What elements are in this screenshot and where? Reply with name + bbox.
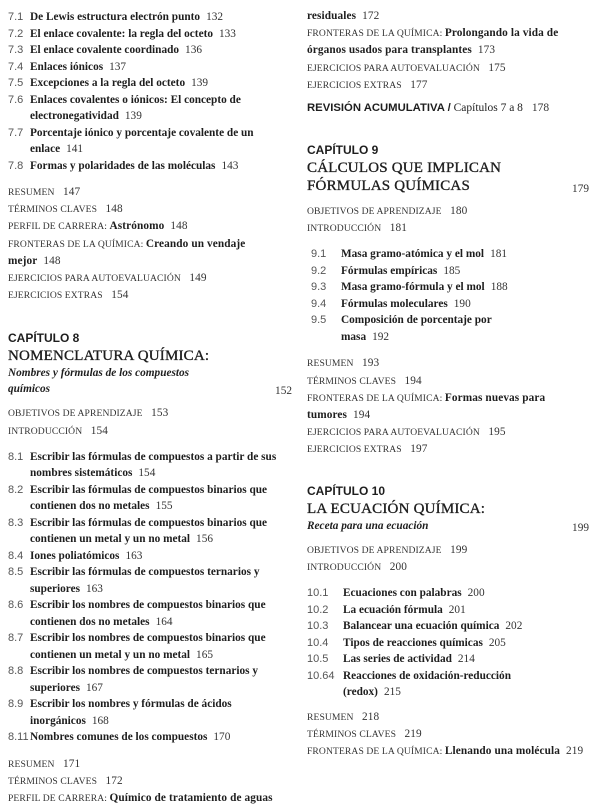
- section-title-text: Balancear una ecuación química: [343, 620, 500, 633]
- section-title: [343, 585, 485, 602]
- toc-section-entry[interactable]: [8, 663, 282, 696]
- matter-label: FRONTERAS DE LA QUÍMICA:: [307, 745, 443, 757]
- ch7-end-matter: [8, 184, 270, 304]
- toc-section-entry[interactable]: [8, 630, 282, 663]
- matter-label: RESUMEN: [8, 187, 55, 198]
- section-title: [343, 651, 475, 668]
- matter-page: 193: [362, 357, 380, 370]
- toc-matter-entry[interactable]: [8, 287, 270, 304]
- toc-matter-entry[interactable]: [307, 77, 577, 94]
- matter-page: 219: [565, 744, 584, 757]
- section-page: 185: [443, 264, 461, 277]
- section-page: 170: [213, 731, 231, 744]
- section-title: [30, 597, 282, 630]
- review-page: 178: [531, 102, 550, 115]
- matter-label: RESUMEN: [307, 711, 354, 723]
- section-number: 7.2: [8, 27, 24, 40]
- matter-page: 195: [488, 426, 506, 439]
- matter-label: INTRODUCCIÓN: [307, 223, 382, 235]
- section-page: 188: [490, 281, 508, 294]
- toc-matter-entry[interactable]: [307, 390, 547, 424]
- matter-title: Formas nuevas para tumores: [307, 391, 546, 422]
- matter-page: 175: [488, 61, 506, 74]
- section-number: 9.3: [311, 281, 327, 294]
- toc-section-entry[interactable]: [8, 59, 280, 76]
- section-number: 9.1: [311, 248, 327, 261]
- ch8-end-matter-continued: [307, 8, 577, 94]
- section-number: 8.8: [8, 665, 24, 678]
- toc-section-entry[interactable]: [8, 564, 282, 597]
- section-title-text: Escribir los nombres de compuestos binarios que contienen un metal y un no metal: [30, 632, 266, 661]
- matter-title: Prolongando la vida de órganos usados para transplantes: [307, 27, 559, 57]
- section-number: 7.6: [8, 93, 24, 106]
- section-title-text: Fórmulas moleculares: [341, 297, 448, 310]
- section-page: 205: [488, 636, 506, 649]
- section-page: 181: [490, 248, 508, 261]
- section-page: 215: [383, 686, 401, 699]
- section-title: [30, 59, 126, 76]
- review-text: Capítulos 7 a 8: [453, 102, 523, 115]
- review-label: REVISIÓN ACUMULATIVA /: [307, 102, 451, 115]
- ch10-sections: [307, 585, 547, 701]
- matter-page: 173: [477, 44, 496, 57]
- section-number: 10.4: [307, 636, 329, 649]
- toc-section-entry[interactable]: [8, 548, 282, 565]
- toc-section-entry[interactable]: [8, 449, 282, 482]
- chapter-10-heading[interactable]: [307, 483, 589, 534]
- section-title: [30, 515, 282, 548]
- toc-matter-entry[interactable]: [307, 542, 589, 559]
- ch8-end-matter: [8, 756, 292, 807]
- section-title-text: Escribir las fórmulas de compuestos binarios que contienen dos no metales: [30, 483, 268, 513]
- toc-section-entry[interactable]: [307, 618, 547, 635]
- section-number: 8.1: [8, 450, 24, 463]
- matter-label: FRONTERAS DE LA QUÍMICA:: [307, 392, 443, 404]
- toc-section-entry[interactable]: [311, 263, 521, 280]
- section-page: 167: [86, 681, 103, 694]
- section-number: 9.2: [311, 264, 327, 277]
- section-page: 164: [155, 615, 173, 628]
- toc-section-entry[interactable]: [307, 585, 547, 602]
- matter-label: FRONTERAS DE LA QUÍMICA:: [8, 238, 144, 250]
- section-title: [30, 75, 208, 92]
- section-title-text: Fórmulas empíricas: [341, 264, 438, 277]
- matter-label: EJERCICIOS PARA AUTOEVALUACIÓN: [307, 62, 480, 74]
- section-title-text: Escribir los nombres de compuestos binarios que contienen dos no metales: [30, 599, 266, 628]
- toc-matter-entry[interactable]: [307, 743, 589, 760]
- toc-matter-entry[interactable]: [307, 424, 547, 441]
- section-title-text: Ecuaciones con palabras: [343, 587, 462, 600]
- section-number: 10.2: [307, 603, 329, 616]
- toc-section-entry[interactable]: [311, 279, 521, 296]
- chapter-title: NOMENCLATURA QUÍMICA:: [8, 348, 210, 365]
- toc-section-entry[interactable]: [8, 158, 280, 175]
- matter-label: EJERCICIOS PARA AUTOEVALUACIÓN: [8, 273, 181, 285]
- matter-label: OBJETIVOS DE APRENDIZAJE: [307, 206, 442, 218]
- section-title-text: Masa gramo-atómica y el mol: [341, 248, 485, 261]
- matter-label: EJERCICIOS EXTRAS: [307, 444, 402, 456]
- matter-page: 148: [43, 254, 61, 267]
- toc-matter-entry[interactable]: [8, 218, 270, 235]
- toc-matter-entry[interactable]: [307, 559, 589, 576]
- section-title: [30, 26, 236, 43]
- section-number: 8.11: [8, 731, 29, 744]
- ch10-front-matter: [307, 542, 589, 576]
- matter-page: 218: [362, 710, 380, 723]
- chapter-9-heading[interactable]: [307, 142, 589, 195]
- chapter-title: LA ECUACIÓN QUÍMICA:: [307, 500, 486, 517]
- matter-page: 219: [404, 727, 422, 740]
- section-title-text: Escribir los nombres y fórmulas de ácidos inorgánicos: [30, 698, 232, 727]
- section-number: 7.1: [8, 11, 24, 23]
- section-page: 168: [91, 714, 109, 727]
- matter-page: 199: [450, 543, 468, 556]
- section-page: 200: [467, 587, 485, 600]
- toc-section-entry[interactable]: [307, 651, 547, 668]
- section-number: 10.5: [307, 653, 329, 666]
- section-title: [341, 279, 508, 296]
- chapter-page: 199: [572, 521, 589, 534]
- section-page: 202: [505, 620, 523, 633]
- section-title-text: Tipos de reacciones químicas: [343, 636, 483, 649]
- section-title: [341, 296, 471, 313]
- section-title: [30, 630, 282, 663]
- toc-right-column: [307, 0, 589, 760]
- section-title-text: Reacciones de oxidación-reducción (redox): [343, 669, 511, 699]
- section-title: [30, 729, 230, 746]
- toc-section-entry[interactable]: [307, 602, 547, 619]
- section-title: [30, 42, 202, 59]
- toc-matter-entry[interactable]: [307, 220, 589, 237]
- chapter-label: CAPÍTULO 8: [8, 331, 80, 346]
- section-number: 7.7: [8, 126, 24, 139]
- section-page: 163: [86, 582, 103, 595]
- toc-matter-entry[interactable]: [307, 709, 589, 726]
- matter-title: Llenando una molécula: [444, 744, 560, 757]
- ch9-end-matter: [307, 355, 547, 458]
- section-number: 9.4: [311, 297, 327, 310]
- matter-page: 172: [105, 775, 123, 788]
- matter-page: 153: [151, 407, 169, 420]
- matter-label: INTRODUCCIÓN: [307, 561, 382, 573]
- matter-label: TÉRMINOS CLAVES: [307, 375, 397, 387]
- section-number: 8.9: [8, 698, 24, 711]
- matter-title: Astrónomo: [109, 220, 165, 233]
- ch10-end-matter: [307, 709, 589, 761]
- chapter-page: 179: [572, 183, 589, 196]
- matter-label: OBJETIVOS DE APRENDIZAJE: [307, 544, 442, 556]
- section-title: [30, 482, 282, 515]
- chapter-title: CÁLCULOS QUE IMPLICAN FÓRMULAS QUÍMICAS: [307, 160, 502, 195]
- matter-page: 200: [389, 560, 407, 573]
- section-page: 154: [138, 467, 156, 480]
- section-title: [30, 548, 142, 565]
- section-title: [343, 635, 506, 652]
- section-title-text: Escribir las fórmulas de compuestos a partir de sus nombres sistemáticos: [30, 450, 277, 480]
- matter-page: 147: [63, 186, 81, 198]
- matter-label: EJERCICIOS PARA AUTOEVALUACIÓN: [307, 427, 480, 439]
- section-title: [30, 449, 282, 482]
- toc-matter-entry[interactable]: [8, 236, 270, 270]
- section-title: [30, 663, 282, 696]
- section-number: 8.6: [8, 599, 24, 612]
- section-page: 214: [457, 653, 475, 666]
- toc-matter-entry[interactable]: [8, 184, 270, 201]
- matter-page: 154: [90, 424, 108, 437]
- section-title: [343, 618, 522, 635]
- toc-matter-entry[interactable]: [8, 201, 270, 218]
- section-title: [30, 564, 282, 597]
- toc-section-entry[interactable]: [307, 635, 547, 652]
- matter-page: 180: [450, 205, 468, 218]
- section-page: 136: [185, 44, 202, 56]
- section-title-text: El enlace covalente: la regla del octeto: [30, 27, 213, 40]
- section-title: [30, 696, 282, 729]
- matter-title: Químico de tratamiento de aguas: [109, 792, 273, 805]
- matter-page: 181: [389, 222, 407, 235]
- section-page: 156: [196, 533, 213, 546]
- toc-matter-entry[interactable]: [8, 405, 292, 422]
- section-page: 139: [124, 110, 142, 122]
- matter-label: INTRODUCCIÓN: [8, 425, 83, 437]
- toc-matter-entry[interactable]: [307, 726, 589, 743]
- toc-section-entry[interactable]: [8, 125, 280, 158]
- ch8-front-matter: [8, 405, 292, 439]
- ch9-front-matter: [307, 203, 589, 237]
- chapter-label: CAPÍTULO 9: [307, 143, 379, 158]
- section-number: 8.7: [8, 632, 24, 645]
- toc-matter-entry[interactable]: [307, 441, 547, 458]
- section-page: 137: [109, 60, 127, 73]
- toc-section-entry[interactable]: [311, 296, 521, 313]
- toc-section-entry[interactable]: [8, 597, 282, 630]
- section-title-text: De Lewis estructura electrón punto: [30, 11, 201, 23]
- toc-matter-entry[interactable]: [307, 373, 547, 390]
- section-title-text: Enlaces iónicos: [30, 60, 104, 73]
- matter-label: FRONTERAS DE LA QUÍMICA:: [307, 28, 443, 40]
- section-page: 139: [191, 77, 209, 89]
- section-title-text: La ecuación fórmula: [343, 603, 443, 616]
- section-page: 133: [219, 27, 236, 40]
- section-title: [343, 668, 547, 701]
- toc-section-entry[interactable]: [8, 92, 280, 125]
- matter-label: RESUMEN: [8, 758, 55, 770]
- toc-matter-entry[interactable]: [8, 773, 292, 790]
- toc-section-entry[interactable]: [8, 42, 280, 59]
- toc-section-entry[interactable]: [307, 668, 547, 701]
- section-page: 201: [448, 603, 466, 616]
- ch7-sections: [8, 9, 280, 174]
- section-title: [341, 312, 521, 345]
- toc-section-entry[interactable]: [8, 729, 282, 746]
- matter-page: 149: [189, 272, 207, 285]
- section-title-text: Masa gramo-fórmula y el mol: [341, 281, 485, 294]
- section-title: [341, 246, 507, 263]
- section-number: 8.3: [8, 516, 24, 529]
- toc-matter-entry[interactable]: [8, 790, 292, 807]
- matter-label: RESUMEN: [307, 358, 354, 370]
- section-page: 190: [453, 297, 471, 310]
- section-title: [30, 9, 223, 26]
- toc-section-entry[interactable]: [311, 246, 521, 263]
- section-number: 9.5: [311, 314, 327, 327]
- section-number: 10.64: [307, 669, 335, 682]
- section-title: [30, 92, 280, 125]
- matter-page: 148: [105, 203, 123, 216]
- section-title-text: El enlace covalente coordinado: [30, 44, 180, 56]
- toc-matter-entry[interactable]: [307, 8, 577, 25]
- toc-matter-entry[interactable]: [307, 60, 577, 77]
- section-title: [30, 158, 238, 175]
- matter-label: PERFIL DE CARRERA:: [8, 793, 107, 805]
- matter-label: EJERCICIOS EXTRAS: [307, 79, 402, 91]
- section-title-text: Escribir las fórmulas de compuestos binarios que contienen un metal y un no metal: [30, 516, 268, 546]
- matter-page: 172: [362, 10, 380, 22]
- section-number: 10.3: [307, 620, 329, 633]
- section-title-text: Excepciones a la regla del octeto: [30, 77, 186, 89]
- matter-page: 177: [410, 78, 428, 91]
- toc-matter-entry[interactable]: [8, 270, 270, 287]
- matter-label: PERFIL DE CARRERA:: [8, 221, 107, 233]
- section-title-text: Porcentaje iónico y porcentaje covalente de un enlace: [30, 126, 254, 155]
- section-number: 8.4: [8, 549, 24, 562]
- matter-page: 194: [353, 409, 371, 422]
- toc-matter-entry[interactable]: [8, 756, 292, 773]
- section-number: 7.8: [8, 159, 24, 172]
- chapter-subtitle: Nombres y fórmulas de los compuestos químicos: [8, 367, 190, 396]
- section-title: [341, 263, 460, 280]
- section-title-text: Formas y polaridades de las moléculas: [30, 159, 216, 172]
- ch9-sections: [307, 246, 521, 345]
- section-title-text: Las series de actividad: [343, 653, 452, 666]
- section-title: [30, 125, 280, 158]
- chapter-page: 152: [275, 385, 292, 398]
- chapter-label: CAPÍTULO 10: [307, 483, 386, 498]
- section-title-text: Iones poliatómicos: [30, 549, 120, 562]
- section-page: 163: [125, 549, 143, 562]
- toc-section-entry[interactable]: [8, 515, 282, 548]
- matter-label: TÉRMINOS CLAVES: [307, 728, 397, 740]
- matter-page: 197: [410, 443, 428, 456]
- section-page: 155: [155, 500, 173, 513]
- toc-matter-entry[interactable]: [307, 25, 577, 59]
- toc-left-column: [8, 0, 292, 807]
- toc-section-entry[interactable]: [8, 482, 282, 515]
- matter-title: Creando un vendaje mejor: [8, 237, 246, 267]
- toc-section-entry[interactable]: [8, 26, 280, 43]
- ch8-sections: [8, 449, 282, 746]
- toc-section-entry[interactable]: [8, 75, 280, 92]
- section-title-text: Enlaces covalentes o iónicos: El concepto de electronegatividad: [30, 93, 241, 122]
- matter-label: TÉRMINOS CLAVES: [8, 204, 98, 216]
- section-page: 165: [196, 648, 213, 661]
- matter-page: 171: [63, 757, 81, 770]
- toc-matter-entry[interactable]: [307, 355, 547, 372]
- toc-matter-entry[interactable]: [8, 423, 292, 440]
- section-title-text: Composición de porcentaje por masa: [341, 314, 492, 343]
- section-page: 143: [221, 159, 239, 172]
- section-number: 7.4: [8, 60, 24, 73]
- section-page: 132: [206, 11, 224, 23]
- matter-page: 194: [404, 374, 422, 387]
- section-title-text: Escribir los nombres de compuestos ternarios y superiores: [30, 665, 259, 694]
- section-number: 7.3: [8, 44, 24, 56]
- matter-page: 154: [111, 289, 129, 302]
- section-page: 141: [66, 143, 84, 155]
- section-page: 192: [372, 330, 390, 343]
- toc-matter-entry[interactable]: [307, 203, 589, 220]
- matter-label: OBJETIVOS DE APRENDIZAJE: [8, 408, 143, 420]
- section-title: [343, 602, 466, 619]
- section-number: 8.2: [8, 483, 24, 496]
- matter-title: residuales: [307, 10, 357, 22]
- matter-page: 148: [170, 220, 188, 233]
- chapter-8-heading[interactable]: [8, 330, 292, 397]
- matter-label: EJERCICIOS EXTRAS: [8, 290, 103, 302]
- chapter-subtitle: Receta para una ecuación: [307, 519, 429, 532]
- section-title-text: Nombres comunes de los compuestos: [30, 731, 208, 744]
- toc-section-entry[interactable]: [8, 696, 282, 729]
- matter-label: TÉRMINOS CLAVES: [8, 776, 98, 788]
- toc-section-entry[interactable]: [311, 312, 521, 345]
- section-title-text: Escribir las fórmulas de compuestos ternarios y superiores: [30, 566, 260, 595]
- section-number: 10.1: [307, 587, 329, 600]
- cumulative-review-entry[interactable]: [307, 102, 589, 114]
- toc-section-entry[interactable]: [8, 9, 280, 26]
- section-number: 8.5: [8, 566, 24, 579]
- section-number: 7.5: [8, 77, 24, 89]
